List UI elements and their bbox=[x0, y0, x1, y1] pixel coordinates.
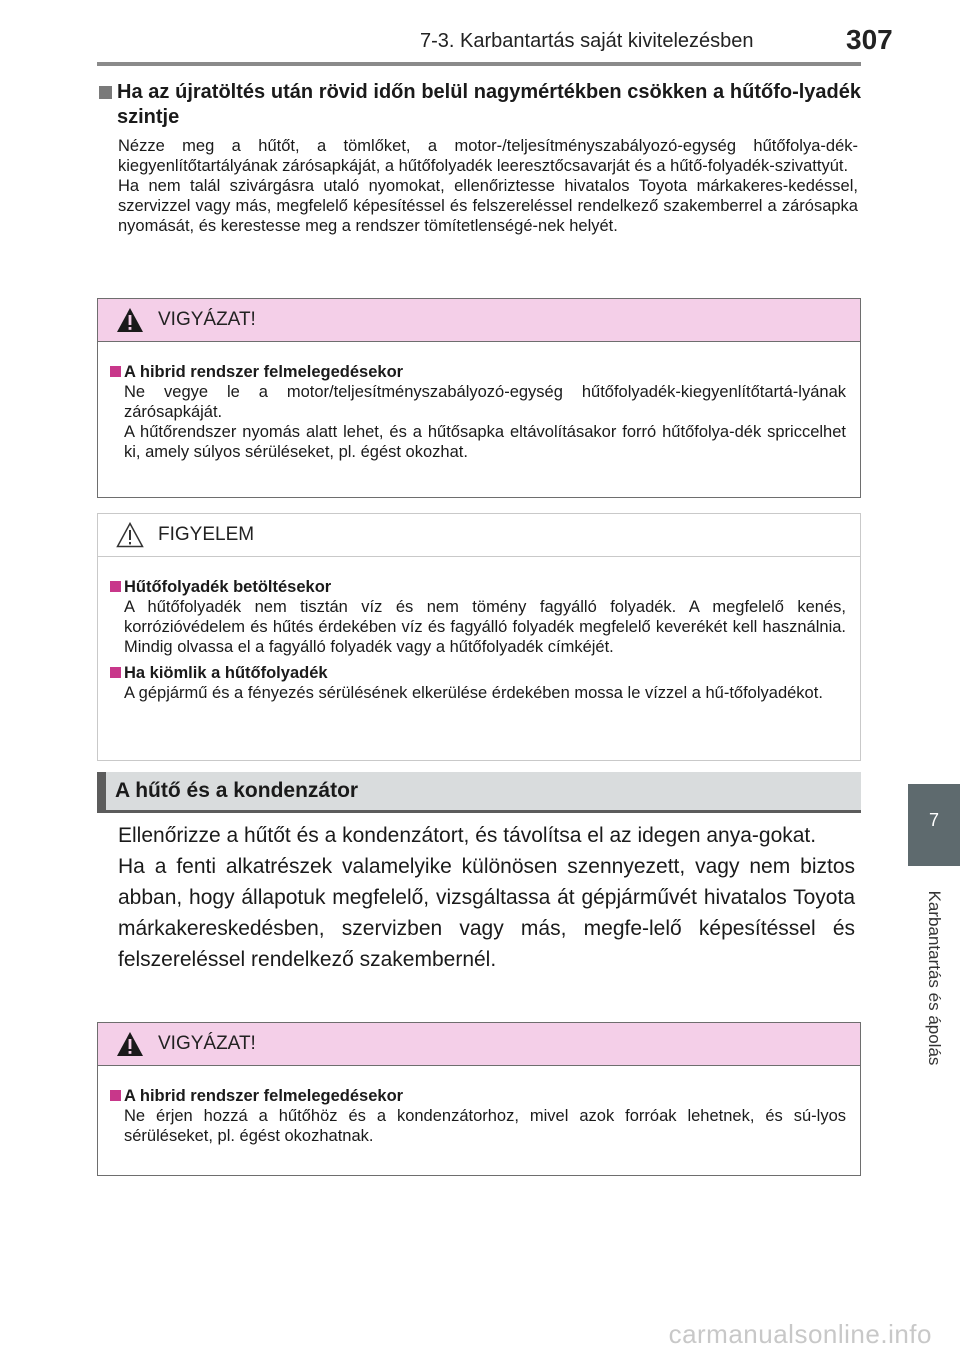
caution-item bbox=[110, 362, 846, 462]
caution-box-body bbox=[98, 342, 860, 462]
square-bullet-icon bbox=[110, 667, 121, 678]
watermark: carmanualsonline.info bbox=[668, 1319, 932, 1349]
notice-triangle-icon bbox=[116, 522, 144, 548]
main-paragraph: Ha a fenti alkatrészek valamelyike különösen szennyezett, vagy nem biztos abban, hogy állapotuk megfelelő, vizsgáltassa át gépjárművét hivatalos Toyota márkakereskedésben, szervizben vagy más, megfe-lelő képesítéssel és felszereléssel rendelkező szakembernél. bbox=[118, 855, 855, 971]
caution-box-header bbox=[98, 299, 860, 342]
chapter-tab-label: Karbantartás és ápolás bbox=[925, 890, 944, 1066]
caution-item-text: A hűtőrendszer nyomás alatt lehet, és a hűtősapka eltávolításakor forró hűtőfolya-dék spriccelhet ki, amely súlyos sérüléseket, pl. égést okozhat. bbox=[124, 423, 846, 461]
square-bullet-icon bbox=[110, 581, 121, 592]
caution-box-body bbox=[98, 1066, 860, 1146]
square-bullet-icon bbox=[99, 86, 112, 99]
section-heading bbox=[97, 80, 861, 130]
caution-item-text: Ne vegye le a motor/teljesítményszabályozó-egység hűtőfolyadék-kiegyenlítőtartá-lyának zárósapkáját. bbox=[124, 383, 846, 421]
main-paragraph: Ellenőrizze a hűtőt és a kondenzátort, és távolítsa el az idegen anya-gokat. bbox=[118, 824, 817, 847]
caution-item-title: A hibrid rendszer felmelegedésekor bbox=[124, 363, 404, 381]
section-heading-text: Ha az újratöltés után rövid időn belül nagymértékben csökken a hűtőfo-lyadék szintje bbox=[117, 81, 861, 128]
notice-label: FIGYELEM bbox=[158, 524, 255, 545]
page-number: 307 bbox=[846, 24, 893, 55]
square-bullet-icon bbox=[110, 1090, 121, 1101]
section-body bbox=[118, 136, 858, 236]
notice-box bbox=[97, 513, 861, 761]
notice-item-text: A gépjármű és a fényezés sérülésének elkerülése érdekében mossa le vízzel a hű-tőfolyadékot. bbox=[124, 684, 823, 702]
notice-item-text: A hűtőfolyadék nem tisztán víz és nem tömény fagyálló folyadék. A megfelelő kenés, korrózióvédelem és hűtés érdekében víz és fagyálló folyadék megfelelő keverékét kell használnia. Mindig olvassa el a fagyálló folyadék vagy a hűtőfolyadék címkéjét. bbox=[124, 598, 846, 656]
notice-box-body bbox=[98, 557, 860, 703]
notice-item-title: Hűtőfolyadék betöltésekor bbox=[124, 578, 332, 596]
caution-item-text: Ne érjen hozzá a hűtőhöz és a kondenzátorhoz, mivel azok forróak lehetnek, és sú-lyos sérüléseket, pl. égést okozhatnak. bbox=[124, 1107, 846, 1145]
caution-box-header bbox=[98, 1023, 860, 1066]
body-paragraph: Nézze meg a hűtőt, a tömlőket, a motor-/teljesítményszabályozó-egység hűtőfolya-dék-kiegyenlítőtartályának zárósapkáját, a hűtőfolyadék leeresztőcsavarját és a hűtő-folyadék-szivattyút. bbox=[118, 137, 858, 175]
header-rule bbox=[97, 62, 861, 66]
running-header-title: 7-3. Karbantartás saját kivitelezésben bbox=[420, 30, 754, 52]
square-bullet-icon bbox=[110, 366, 121, 377]
caution-box bbox=[97, 1022, 861, 1176]
chapter-tab-number: 7 bbox=[928, 810, 939, 830]
section-band-accent bbox=[97, 772, 106, 810]
section-band bbox=[97, 772, 861, 813]
notice-item-title: Ha kiömlik a hűtőfolyadék bbox=[124, 664, 328, 682]
warning-triangle-icon bbox=[116, 1031, 144, 1057]
notice-item bbox=[110, 663, 846, 703]
caution-item-title: A hibrid rendszer felmelegedésekor bbox=[124, 1087, 404, 1105]
section-main-text bbox=[118, 820, 855, 975]
caution-label: VIGYÁZAT! bbox=[158, 1033, 256, 1054]
body-paragraph: Ha nem talál szivárgásra utaló nyomokat, ellenőriztesse hivatalos Toyota márkakeres-kedéssel, szervizzel vagy más, megfelelő képesítéssel és felszereléssel rendelkező szakemberrel a zárósapka nyomását, és kerestesse meg a rendszer tömítetlenségé-nek helyét. bbox=[118, 177, 858, 235]
notice-box-header bbox=[98, 514, 860, 557]
caution-box bbox=[97, 298, 861, 498]
warning-triangle-icon bbox=[116, 307, 144, 333]
section-band-title: A hűtő és a kondenzátor bbox=[115, 779, 359, 802]
caution-label: VIGYÁZAT! bbox=[158, 309, 256, 330]
caution-item bbox=[110, 1086, 846, 1146]
notice-item bbox=[110, 577, 846, 657]
